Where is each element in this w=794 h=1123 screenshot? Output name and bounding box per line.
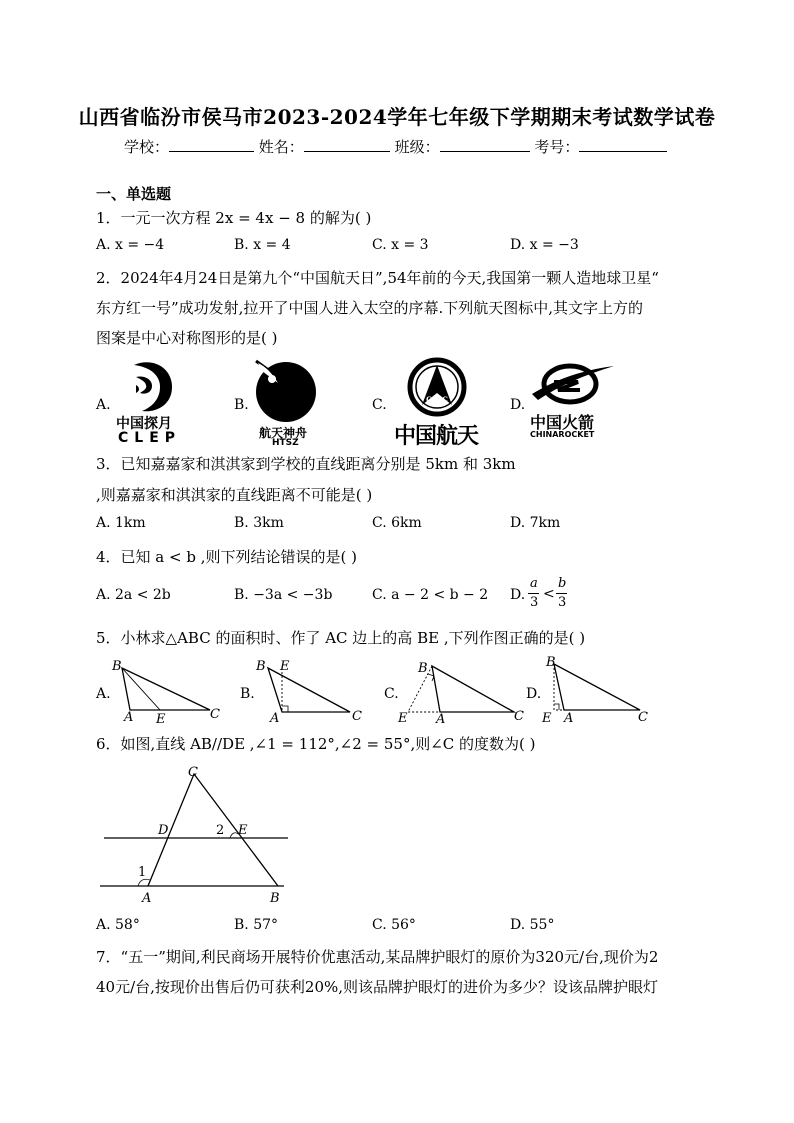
school-blank[interactable] [169,137,254,152]
page-title: 山西省临汾市侯马市2023-2024学年七年级下学期期末考试数学试卷 [78,105,716,129]
svg-text:A: A [564,711,574,724]
svg-text:B: B [256,659,266,674]
q4-d-num1: a [530,576,538,591]
svg-text:E: E [156,712,166,724]
q7-line2: 40元/台,按现价出售后仍可获利20%,则该品牌护眼灯的进价为多少？设该品牌护眼灯 [96,978,659,996]
casc-text-cn: 中国航天 [394,424,479,449]
htsz-text-cn: 航天神舟 [259,426,308,440]
q3-option-b[interactable]: B. 3km [234,515,284,531]
clep-logo [112,357,192,449]
svg-text:2: 2 [216,823,225,838]
q1-option-d[interactable]: D. x = −3 [510,237,579,253]
q4-option-b[interactable]: B. −3a < −3b [234,587,333,603]
svg-text:D: D [158,823,169,838]
name-blank[interactable] [304,137,390,152]
svg-text:B: B [546,655,556,670]
class-blank[interactable] [440,137,530,152]
svg-text:E: E [280,659,290,674]
svg-text:C: C [210,707,220,722]
svg-text:E: E [238,823,248,838]
q4-d-fracbar1 [528,593,539,594]
rocket-text-en: CHINAROCKET [530,430,595,439]
q4-d-num2: b [558,576,567,591]
svg-text:B: B [418,661,428,676]
q4-d-op: < [543,586,555,602]
number-label: 考号： [534,138,580,156]
clep-text-cn: 中国探月 [116,416,172,432]
class-label: 班级： [394,138,440,156]
q5-figure-c [396,656,530,724]
q4-d-den2: 3 [558,595,567,610]
q6-stem: 6．如图,直线 AB//DE ,∠1 = 112°,∠2 = 55°,则∠C 的度数为( ) [96,735,536,753]
casc-logo [392,357,487,449]
q2-option-c[interactable]: C. [372,397,387,413]
q1-option-a[interactable]: A. x = −4 [96,237,165,253]
q5-option-b[interactable]: B. [240,686,255,702]
q2-option-a[interactable]: A. [96,397,111,413]
svg-text:C: C [514,709,524,724]
q5-figure-a [108,658,228,724]
svg-text:B: B [270,891,280,906]
q3-option-d[interactable]: D. 7km [510,515,561,531]
q4-d-fracbar2 [556,593,567,594]
q3-option-c[interactable]: C. 6km [372,515,422,531]
name-label: 姓名： [258,138,304,156]
q6-option-c[interactable]: C. 56° [372,917,416,933]
rocket-text-cn: 中国火箭 [530,413,595,432]
q2-line1: 2．2024年4月24日是第九个“中国航天日”,54年前的今天,我国第一颗人造地球卫星“ [96,269,659,287]
q6-option-d[interactable]: D. 55° [510,917,555,933]
number-blank[interactable] [579,137,667,152]
svg-text:A: A [124,710,134,724]
htsz-text-en: HTSZ [272,438,299,448]
q5-option-d[interactable]: D. [526,686,542,702]
svg-text:1: 1 [138,865,147,880]
svg-text:A: A [142,891,152,906]
info-line [124,136,667,157]
china-rocket-logo [528,360,618,448]
q5-option-a[interactable]: A. [96,686,111,702]
q5-option-c[interactable]: C. [384,686,399,702]
q5-figure-d [538,654,656,724]
svg-text:C: C [638,710,648,724]
casc-badge-text: CASC [426,395,448,404]
shenzhou-icon [248,357,328,427]
htsz-logo [248,357,328,449]
q3-option-a[interactable]: A. 1km [96,515,146,531]
q3-line1: 3．已知嘉嘉家和淇淇家到学校的直线距离分别是 5km 和 3km [96,455,516,473]
q4-option-a[interactable]: A. 2a < 2b [96,587,171,603]
q2-line3: 图案是中心对称图形的是( ) [96,329,278,347]
svg-text:B: B [112,659,122,674]
casc-emblem-icon [392,357,487,419]
svg-text:E: E [398,711,408,724]
section-heading: 一、单选题 [96,185,172,203]
q2-option-b[interactable]: B. [234,397,249,413]
svg-text:A: A [436,712,446,724]
svg-text:E: E [542,711,552,724]
q1-stem: 1．一元一次方程 2x = 4x − 8 的解为( ) [96,209,372,227]
q6-option-a[interactable]: A. 58° [96,917,140,933]
svg-text:C: C [352,709,362,724]
svg-text:C: C [188,765,198,780]
q1-option-b[interactable]: B. x = 4 [234,237,291,253]
q5-figure-b [252,658,372,724]
q2-option-d[interactable]: D. [510,397,526,413]
svg-text:A: A [270,711,280,724]
q6-option-b[interactable]: B. 57° [234,917,279,933]
rocket-swoosh-icon [528,360,618,410]
q3-line2: ,则嘉嘉家和淇淇家的直线距离不可能是( ) [96,486,373,504]
q4-d-prefix: D. [510,587,526,603]
q4-stem: 4．已知 a < b ,则下列结论错误的是( ) [96,548,357,566]
clep-text-en: CLEP [118,430,182,446]
q2-line2: 东方红一号”成功发射,拉开了中国人进入太空的序幕.下列航天图标中,其文字上方的 [96,299,643,317]
q7-line1: 7．“五一”期间,利民商场开展特价优惠活动,某品牌护眼灯的原价为320元/台,现价为2 [96,948,659,966]
q4-d-den1: 3 [530,595,539,610]
school-label: 学校： [124,138,170,156]
q5-stem: 5．小林求△ABC 的面积时、作了 AC 边上的高 BE ,下列作图正确的是( ) [96,629,586,647]
q4-option-c[interactable]: C. a − 2 < b − 2 [372,587,489,603]
q1-option-c[interactable]: C. x = 3 [372,237,429,253]
q6-figure [98,760,298,908]
